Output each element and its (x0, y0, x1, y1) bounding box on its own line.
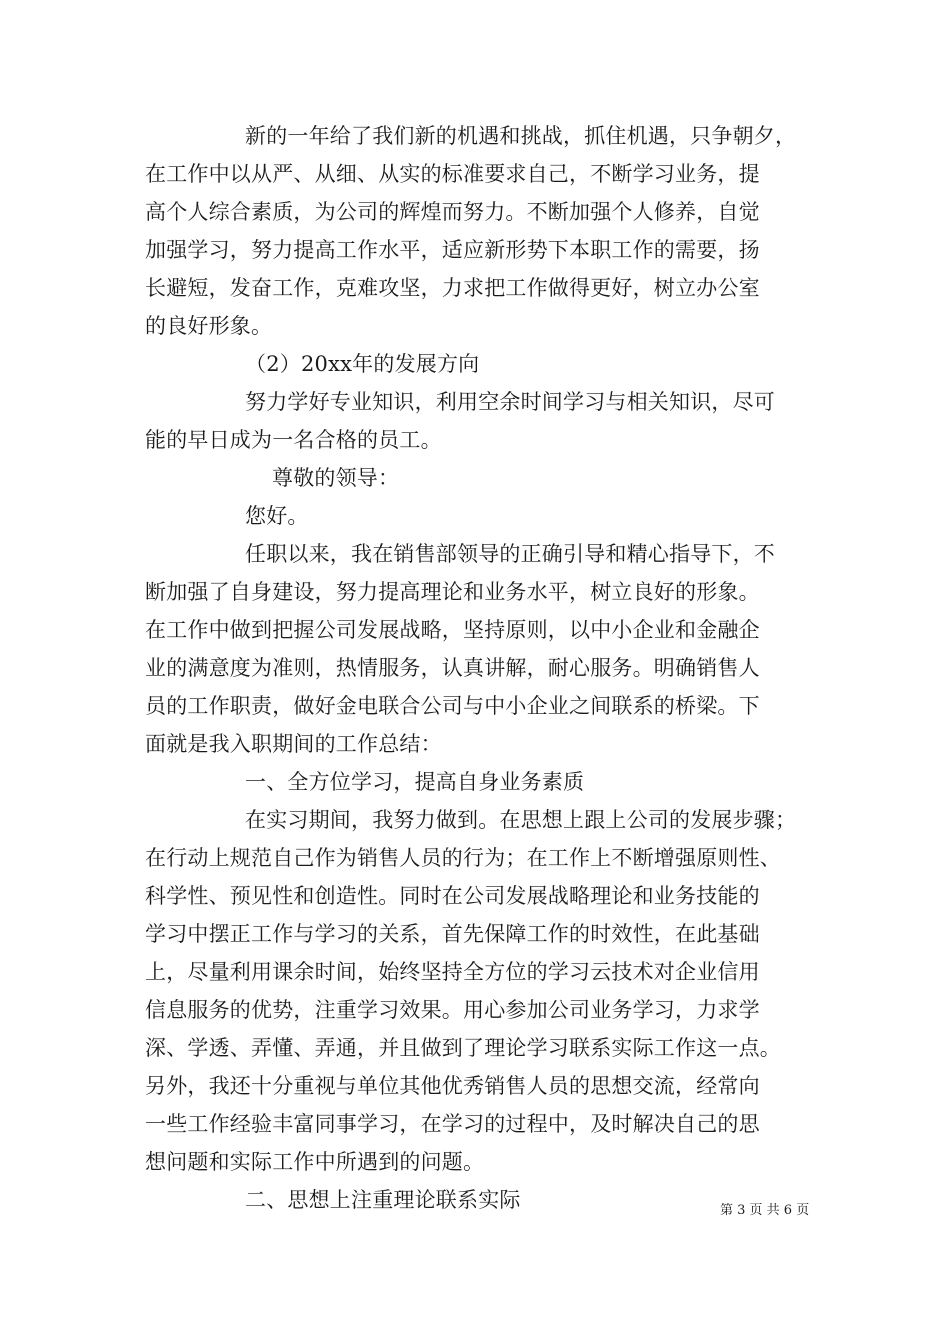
text-line: 员的工作职责，做好金电联合公司与中小企业之间联系的桥梁。下 (145, 694, 760, 718)
text-line: 在行动上规范自己作为销售人员的行为；在工作上不断增强原则性、 (145, 846, 781, 870)
salutation: 尊敬的领导： (272, 466, 400, 490)
text-line: 在实习期间，我努力做到。在思想上跟上公司的发展步骤； (245, 808, 797, 832)
text-line: 断加强了自身建设，努力提高理论和业务水平，树立良好的形象。 (145, 580, 760, 604)
text-line: 想问题和实际工作中所遇到的问题。 (145, 1150, 485, 1174)
text-line: 努力学好专业知识，利用空余时间学习与相关知识，尽可 (245, 390, 775, 414)
text-line: 深、学透、弄懂、弄通，并且做到了理论学习联系实际工作这一点。 (145, 1036, 781, 1060)
text-line: 在工作中以从严、从细、从实的标准要求自己，不断学习业务，提 (145, 162, 760, 186)
text-line: 科学性、预见性和创造性。同时在公司发展战略理论和业务技能的 (145, 884, 760, 908)
text-line: 业的满意度为准则，热情服务，认真讲解，耐心服务。明确销售人 (145, 656, 760, 680)
text-line: 信息服务的优势，注重学习效果。用心参加公司业务学习，力求学 (145, 998, 760, 1022)
text-line: 任职以来，我在销售部领导的正确引导和精心指导下，不 (245, 542, 775, 566)
greeting: 您好。 (245, 504, 309, 528)
text-line: 长避短，发奋工作，克难攻坚，力求把工作做得更好，树立办公室 (145, 276, 760, 300)
text-line: 另外，我还十分重视与单位其他优秀销售人员的思想交流，经常向 (145, 1074, 760, 1098)
page-number: 第 3 页 共 6 页 (720, 1203, 810, 1218)
text-line: 新的一年给了我们新的机遇和挑战，抓住机遇，只争朝夕， (245, 124, 797, 148)
section-heading: 二、思想上注重理论联系实际 (245, 1188, 521, 1212)
text-line: 能的早日成为一名合格的员工。 (145, 428, 442, 452)
text-line: 学习中摆正工作与学习的关系，首先保障工作的时效性，在此基础 (145, 922, 760, 946)
text-line: 在工作中做到把握公司发展战略，坚持原则，以中小企业和金融企 (145, 618, 760, 642)
text-line: 面就是我入职期间的工作总结： (145, 732, 442, 756)
text-line: 上，尽量利用课余时间，始终坚持全方位的学习云技术对企业信用 (145, 960, 760, 984)
section-heading: 一、全方位学习，提高自身业务素质 (245, 770, 585, 794)
text-line: 高个人综合素质，为公司的辉煌而努力。不断加强个人修养，自觉 (145, 200, 760, 224)
section-heading: （2）20xx年的发展方向 (245, 352, 480, 376)
text-line: 的良好形象。 (145, 314, 273, 338)
text-line: 一些工作经验丰富同事学习，在学习的过程中，及时解决自己的思 (145, 1112, 760, 1136)
text-line: 加强学习，努力提高工作水平，适应新形势下本职工作的需要，扬 (145, 238, 760, 262)
